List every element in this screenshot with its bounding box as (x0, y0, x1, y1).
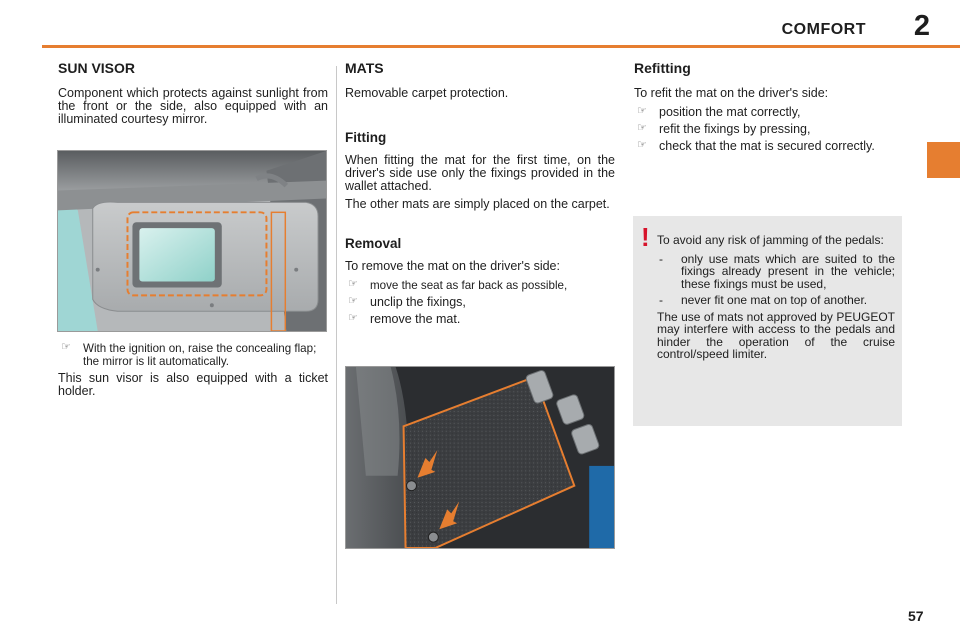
header-rule (42, 45, 960, 48)
warning-outro: The use of mats not approved by PEUGEOT may interfere with access to the pedals and hinder the operation of the cruise control/speed limiter. (657, 309, 895, 361)
mats-heading: MATS (345, 60, 384, 76)
removal-intro: To remove the mat on the driver's side: (345, 259, 560, 273)
column-divider (336, 66, 337, 604)
warning-box (633, 216, 902, 426)
chapter-number: 2 (913, 10, 930, 42)
list-item: ☞ check that the mat is secured correctly. (637, 139, 875, 153)
fitting-text-2: The other mats are simply placed on the carpet. (345, 197, 610, 211)
sun-visor-section (58, 62, 328, 131)
refitting-steps (634, 106, 904, 153)
list-item: ☞ unclip the fixings, (348, 295, 466, 309)
sun-visor-intro: Component which protects against sunlight from the front or the side, also equipped with an illuminated courtesy mirror. (58, 86, 328, 126)
hand-pointer-icon: ☞ (348, 295, 358, 307)
chapter-title: COMFORT (781, 21, 866, 38)
list-item: ☞ With the ignition on, raise the concealing flap; the mirror is lit automatically. (61, 341, 317, 368)
mats-section (345, 62, 615, 330)
mats-intro: Removable carpet protection. (345, 86, 509, 100)
hand-pointer-icon: ☞ (637, 139, 647, 151)
hand-pointer-icon: ☞ (637, 122, 647, 134)
sun-visor-photo (57, 150, 327, 332)
list-item: ☞ move the seat as far back as possible, (348, 278, 568, 292)
fitting-text-1: When fitting the mat for the first time, on the driver's side use only the fixings provided in the wallet attached. (345, 153, 615, 193)
sun-visor-notes (58, 342, 328, 403)
sun-visor-bullets (58, 342, 328, 368)
warning-list (657, 253, 895, 307)
hand-pointer-icon: ☞ (61, 341, 71, 353)
warning-intro: To avoid any risk of jamming of the pedals: (657, 233, 884, 247)
removal-heading: Removal (345, 236, 402, 251)
floor-mat-photo (345, 366, 615, 549)
fitting-heading: Fitting (345, 130, 387, 145)
warning-icon: ! (641, 222, 650, 252)
list-item: ☞ position the mat correctly, (637, 105, 801, 119)
list-item: - only use mats which are suited to the fixings already present in the vehicle; these fixings must be used, (659, 251, 895, 291)
list-item: - never fit one mat on top of another. (659, 293, 868, 307)
removal-steps (345, 279, 615, 326)
hand-pointer-icon: ☞ (348, 278, 358, 290)
hand-pointer-icon: ☞ (348, 312, 358, 324)
list-item: ☞ remove the mat. (348, 312, 461, 326)
sun-visor-heading: SUN VISOR (58, 60, 136, 76)
refitting-intro: To refit the mat on the driver's side: (634, 86, 829, 100)
refitting-section (634, 62, 904, 157)
hand-pointer-icon: ☞ (637, 105, 647, 117)
ticket-holder-note: This sun visor is also equipped with a ticket holder. (58, 371, 328, 398)
chapter-tab (927, 142, 960, 178)
page-number: 57 (908, 608, 924, 624)
refitting-heading: Refitting (634, 60, 691, 76)
list-item: ☞ refit the fixings by pressing, (637, 122, 811, 136)
